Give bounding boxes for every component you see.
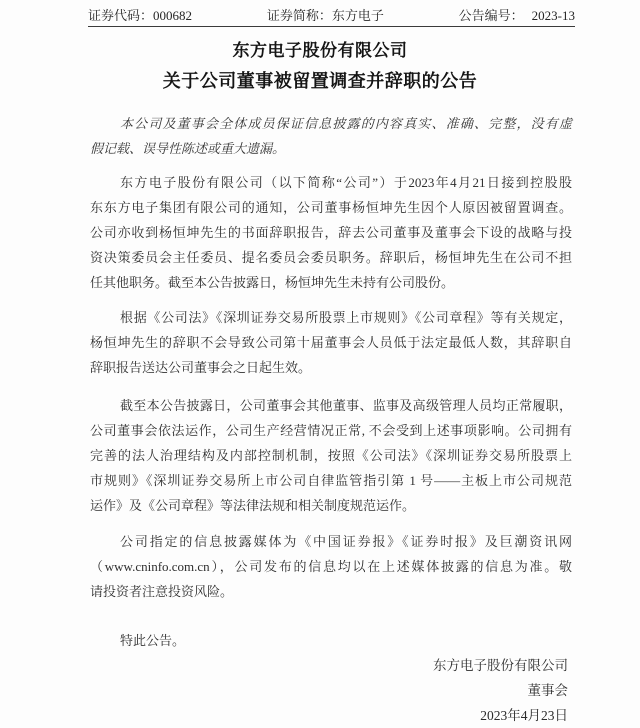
company-name-title: 东方电子股份有限公司 [232, 41, 408, 60]
paragraph-line: （www.cninfo.com.cn），公司发布的信息均以在上述媒体披露的信息为准。敬 [90, 559, 572, 574]
stock-code-value: 000682 [153, 8, 193, 23]
disclaimer-paragraph [90, 111, 572, 161]
paragraph-line: 截至本公告披露日，公司董事会其他董事、监事及高级管理人员均正常履职， [120, 398, 572, 413]
notice-number-value: 2023-13 [531, 8, 575, 23]
paragraph-detention-and-resignation [90, 170, 572, 295]
stock-code [88, 7, 192, 24]
paragraph-line: 请投资者注意投资风险。 [90, 584, 234, 599]
signature-block [0, 653, 568, 728]
signature-board: 董事会 [527, 683, 568, 698]
securities-header [88, 7, 575, 27]
stock-abbr [267, 7, 384, 24]
paragraph-line: 运作》及《公司章程》等法律法规和相关制度规范运作。 [90, 498, 416, 513]
paragraph-line: 市规则》《深圳证券交易所上市公司自律监管指引第 1 号——主板上市公司规范 [90, 473, 572, 488]
disclaimer-line: 假记载、误导性陈述或重大遗漏。 [90, 141, 286, 156]
paragraph-line: 东方电子股份有限公司（以下简称“公司”）于2023年4月21日接到控股股 [120, 175, 572, 190]
signature-date: 2023年4月23日 [480, 708, 568, 723]
notice-number [459, 7, 575, 24]
paragraph-legal-basis [90, 305, 572, 380]
paragraph-disclosure-media [90, 529, 572, 604]
notice-number-label: 公告编号： [458, 8, 524, 23]
paragraph-line: 辞职报告送达公司董事会之日起生效。 [90, 360, 312, 375]
stock-abbr-label: 证券简称： [266, 8, 332, 23]
paragraph-line: 公司亦收到杨恒坤先生的书面辞职报告，辞去公司董事及董事会下设的战略与投 [90, 225, 572, 240]
disclaimer-line: 本公司及董事会全体成员保证信息披露的内容真实、准确、完整，没有虚 [120, 116, 572, 131]
signature-company: 东方电子股份有限公司 [433, 658, 568, 673]
paragraph-line: 资决策委员会主任委员、提名委员会委员职务。辞职后，杨恒坤先生在公司不担 [90, 250, 572, 265]
paragraph-line: 杨恒坤先生的辞职不会导致公司第十届董事会人员低于法定最低人数，其辞职自 [90, 335, 572, 350]
paragraph-line: 公司董事会依法运作，公司生产经营情况正常, 不会受到上述事项影响。公司拥有 [90, 423, 572, 438]
closing-statement: 特此公告。 [120, 633, 186, 648]
stock-code-label: 证券代码： [88, 8, 154, 23]
paragraph-line: 东东方电子集团有限公司的通知，公司董事杨恒坤先生因个人原因被留置调查。 [90, 200, 572, 215]
paragraph-line: 根据《公司法》《深圳证券交易所股票上市规则》《公司章程》等有关规定， [120, 310, 572, 325]
stock-abbr-value: 东方电子 [331, 8, 384, 23]
paragraph-operations-normal [90, 393, 572, 518]
paragraph-line: 完善的法人治理结构及内部控制机制，按照《公司法》《深圳证券交易所股票上 [90, 448, 572, 463]
paragraph-line: 任其他职务。截至本公告披露日，杨恒坤先生未持有公司股份。 [90, 275, 455, 290]
paragraph-line: 公司指定的信息披露媒体为《中国证券报》《证券时报》及巨潮资讯网 [120, 534, 572, 549]
announcement-title: 关于公司董事被留置调查并辞职的公告 [162, 71, 478, 91]
